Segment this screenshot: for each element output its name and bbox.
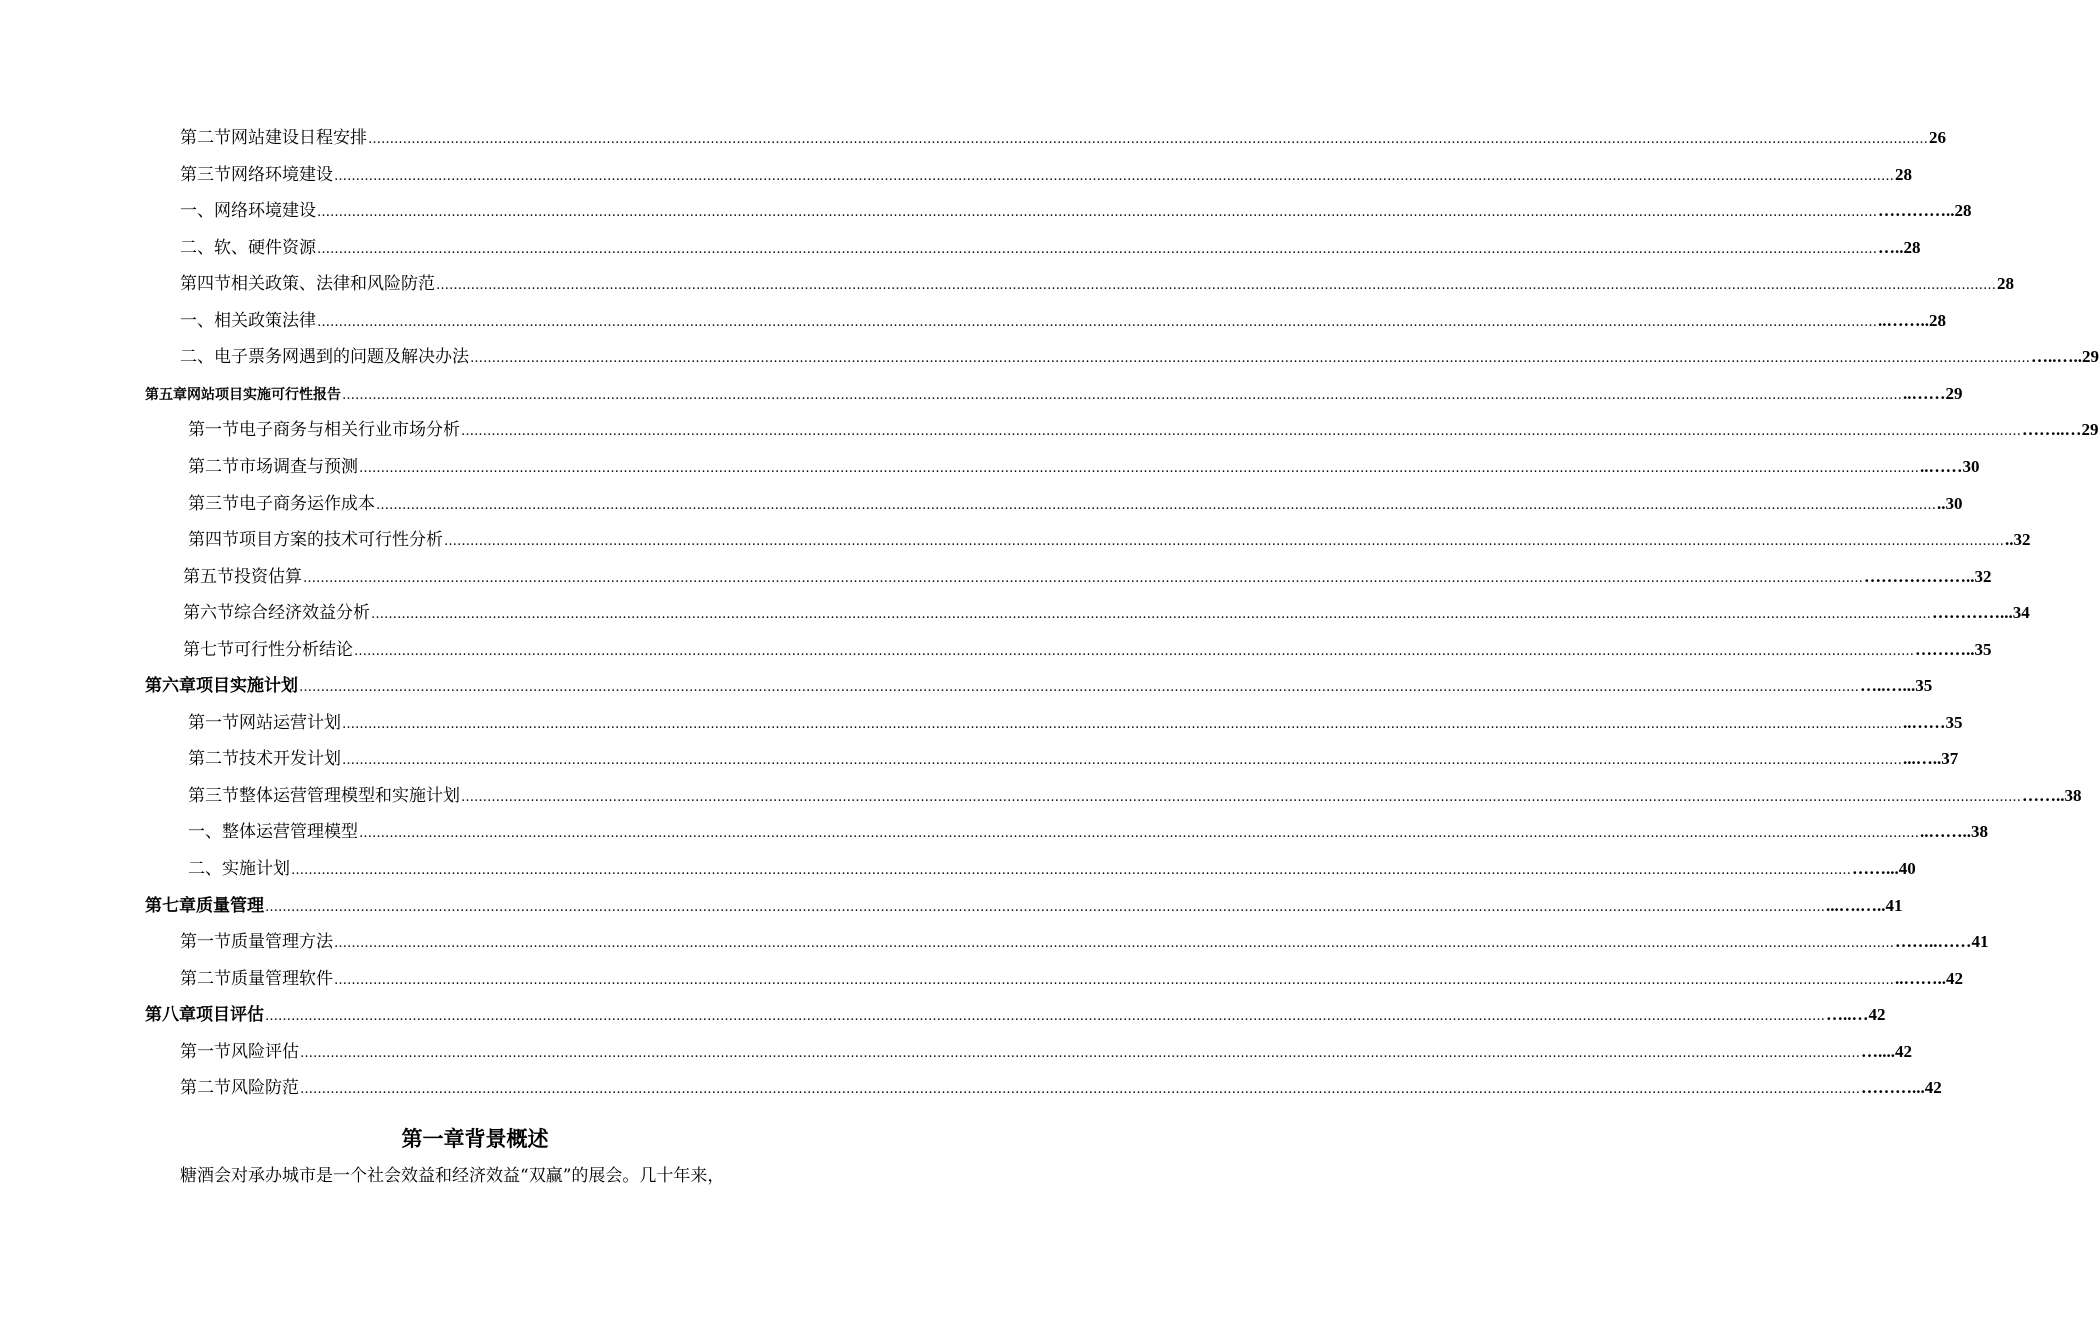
toc-entry-title: 二、电子票务网遇到的问题及解决办法 bbox=[180, 347, 469, 367]
toc-leader-dots: ……………………………………………………………………………………………………………………………………………………………………………………………………………………………………………………………………………………………………………………………… bbox=[368, 132, 1928, 147]
toc-page-number: ...….…..41 bbox=[1826, 896, 1903, 915]
toc-entry-title: 第三节电子商务运作成本 bbox=[188, 494, 375, 514]
toc-leader-dots: ……………………………………………………………………………………………………………………………………………………………………………………………………………………………………………………………………………………………………………………………… bbox=[265, 1009, 1825, 1024]
toc-entry-title: 一、相关政策法律 bbox=[180, 311, 316, 331]
toc-leader-dots: ……………………………………………………………………………………………………………………………………………………………………………………………………………………………………………………………………………………………………………………………… bbox=[317, 242, 1877, 257]
toc-chapter-entry bbox=[145, 1002, 1886, 1028]
toc-page-number: ..……..28 bbox=[1878, 311, 1946, 330]
toc-entry bbox=[180, 271, 2014, 297]
toc-entry bbox=[188, 417, 2099, 443]
toc-page-number: ..……..42 bbox=[1895, 969, 1963, 988]
toc-entry bbox=[188, 710, 1963, 736]
toc-entry bbox=[188, 491, 1963, 517]
toc-chapter-entry bbox=[145, 381, 1963, 407]
toc-leader-dots: ……………………………………………………………………………………………………………………………………………………………………………………………………………………………………………………………………………………………………………………………… bbox=[299, 680, 1859, 695]
toc-leader-dots: ……………………………………………………………………………………………………………………………………………………………………………………………………………………………………………………………………………………………………………………………… bbox=[265, 900, 1825, 915]
toc-page-number: ..30 bbox=[1937, 494, 1963, 513]
toc-entry-title: 第五章网站项目实施可行性报告 bbox=[145, 387, 341, 403]
toc-chapter-entry bbox=[145, 673, 1933, 699]
toc-leader-dots: ……………………………………………………………………………………………………………………………………………………………………………………………………………………………………………………………………………………………………………………………… bbox=[470, 351, 2030, 366]
toc-entry bbox=[188, 783, 2082, 809]
toc-entry-title: 第二节网站建设日程安排 bbox=[180, 128, 367, 148]
toc-leader-dots: ……………………………………………………………………………………………………………………………………………………………………………………………………………………………………………………………………………………………………………………………… bbox=[342, 753, 1902, 768]
toc-chapter-entry bbox=[145, 893, 1903, 919]
toc-entry bbox=[183, 564, 1992, 590]
toc-entry bbox=[180, 198, 1972, 224]
toc-page-number: …..…..29 bbox=[2031, 347, 2099, 366]
toc-entry-title: 第四节相关政策、法律和风险防范 bbox=[180, 274, 435, 294]
toc-entry bbox=[188, 819, 1988, 845]
toc-page-number: ……..……41 bbox=[1895, 932, 1989, 951]
toc-page-number: ………………..32 bbox=[1864, 567, 1992, 586]
toc-entry-title: 第五节投资估算 bbox=[183, 567, 302, 587]
toc-entry bbox=[180, 966, 1963, 992]
toc-entry bbox=[180, 1039, 1912, 1065]
toc-entry-title: 第四节项目方案的技术可行性分析 bbox=[188, 530, 443, 550]
toc-page-number: …....42 bbox=[1861, 1042, 1912, 1061]
toc-leader-dots: ……………………………………………………………………………………………………………………………………………………………………………………………………………………………………………………………………………………………………………………………… bbox=[359, 826, 1919, 841]
toc-leader-dots: ……………………………………………………………………………………………………………………………………………………………………………………………………………………………………………………………………………………………………………………………… bbox=[334, 973, 1894, 988]
toc-page-number: ……..…29 bbox=[2022, 420, 2099, 439]
toc-leader-dots: ……………………………………………………………………………………………………………………………………………………………………………………………………………………………………………………………………………………………………………………………… bbox=[444, 534, 2004, 549]
chapter-heading: 第一章背景概述 bbox=[401, 1127, 549, 1151]
toc-page-number: ..……29 bbox=[1903, 384, 1963, 403]
toc-page-number: ..……..38 bbox=[1920, 822, 1988, 841]
toc-entry-title: 第一节网站运营计划 bbox=[188, 713, 341, 733]
toc-leader-dots: ……………………………………………………………………………………………………………………………………………………………………………………………………………………………………………………………………………………………………………………………… bbox=[461, 424, 2021, 439]
body-paragraph: 糖酒会对承办城市是一个社会效益和经济效益“双赢”的展会。几十年来， bbox=[180, 1166, 725, 1186]
toc-entry bbox=[180, 344, 2099, 370]
toc-page-number: …………...34 bbox=[1932, 603, 2030, 622]
toc-entry-title: 第七节可行性分析结论 bbox=[183, 640, 353, 660]
toc-entry-title: 第六章项目实施计划 bbox=[145, 676, 298, 696]
toc-page-number: …..28 bbox=[1878, 238, 1921, 257]
toc-entry-title: 一、网络环境建设 bbox=[180, 201, 316, 221]
toc-entry-title: 第一节电子商务与相关行业市场分析 bbox=[188, 420, 460, 440]
toc-leader-dots: ……………………………………………………………………………………………………………………………………………………………………………………………………………………………………………………………………………………………………………………………… bbox=[436, 278, 1996, 293]
toc-leader-dots: ……………………………………………………………………………………………………………………………………………………………………………………………………………………………………………………………………………………………………………………………… bbox=[300, 1082, 1860, 1097]
toc-page-number: ……...40 bbox=[1852, 859, 1916, 878]
toc-entry bbox=[180, 235, 1921, 261]
toc-entry-title: 第三节整体运营管理模型和实施计划 bbox=[188, 786, 460, 806]
toc-page-number: ..32 bbox=[2005, 530, 2031, 549]
toc-entry bbox=[183, 637, 1992, 663]
toc-page-number: 26 bbox=[1929, 128, 1946, 147]
toc-entry-title: 第七章质量管理 bbox=[145, 896, 264, 916]
toc-entry-title: 第一节质量管理方法 bbox=[180, 932, 333, 952]
toc-page-number: 28 bbox=[1997, 274, 2014, 293]
toc-page-number: ..……30 bbox=[1920, 457, 1980, 476]
toc-leader-dots: ……………………………………………………………………………………………………………………………………………………………………………………………………………………………………………………………………………………………………………………………… bbox=[334, 169, 1894, 184]
toc-leader-dots: ……………………………………………………………………………………………………………………………………………………………………………………………………………………………………………………………………………………………………………………………… bbox=[317, 205, 1877, 220]
toc-page-number: …..…42 bbox=[1826, 1005, 1886, 1024]
toc-page-number: ………...42 bbox=[1861, 1078, 1942, 1097]
toc-entry-title: 二、软、硬件资源 bbox=[180, 238, 316, 258]
toc-page-number: ..……35 bbox=[1903, 713, 1963, 732]
toc-leader-dots: ……………………………………………………………………………………………………………………………………………………………………………………………………………………………………………………………………………………………………………………………… bbox=[342, 388, 1902, 403]
toc-entry bbox=[188, 454, 1980, 480]
toc-entry bbox=[183, 600, 2030, 626]
toc-entry-title: 第二节技术开发计划 bbox=[188, 749, 341, 769]
toc-entry bbox=[180, 162, 1912, 188]
toc-leader-dots: ……………………………………………………………………………………………………………………………………………………………………………………………………………………………………………………………………………………………………………………………… bbox=[342, 717, 1902, 732]
toc-entry bbox=[180, 125, 1946, 151]
toc-leader-dots: ……………………………………………………………………………………………………………………………………………………………………………………………………………………………………………………………………………………………………………………………… bbox=[291, 863, 1851, 878]
toc-entry-title: 第二节风险防范 bbox=[180, 1078, 299, 1098]
toc-page-number: …………..28 bbox=[1878, 201, 1972, 220]
toc-entry-title: 第六节综合经济效益分析 bbox=[183, 603, 370, 623]
toc-page-number: ...…..37 bbox=[1903, 749, 1959, 768]
toc-entry bbox=[180, 308, 1946, 334]
toc-entry bbox=[188, 856, 1916, 882]
toc-leader-dots: ……………………………………………………………………………………………………………………………………………………………………………………………………………………………………………………………………………………………………………………………… bbox=[300, 1046, 1860, 1061]
toc-page-number: ……..38 bbox=[2022, 786, 2082, 805]
toc-leader-dots: ……………………………………………………………………………………………………………………………………………………………………………………………………………………………………………………………………………………………………………………………… bbox=[359, 461, 1919, 476]
toc-leader-dots: ……………………………………………………………………………………………………………………………………………………………………………………………………………………………………………………………………………………………………………………………… bbox=[354, 644, 1914, 659]
toc-leader-dots: ……………………………………………………………………………………………………………………………………………………………………………………………………………………………………………………………………………………………………………………………… bbox=[371, 607, 1931, 622]
toc-entry-title: 第八章项目评估 bbox=[145, 1005, 264, 1025]
toc-page-number: 28 bbox=[1895, 165, 1912, 184]
toc-page-number: …..…...35 bbox=[1860, 676, 1933, 695]
toc-entry bbox=[180, 1075, 1942, 1101]
toc-entry-title: 二、实施计划 bbox=[188, 859, 290, 879]
toc-entry bbox=[188, 746, 1959, 772]
toc-entry bbox=[188, 527, 2031, 553]
toc-page-number: ………..35 bbox=[1915, 640, 1992, 659]
toc-entry-title: 第三节网络环境建设 bbox=[180, 165, 333, 185]
toc-leader-dots: ……………………………………………………………………………………………………………………………………………………………………………………………………………………………………………………………………………………………………………………………… bbox=[334, 936, 1894, 951]
toc-leader-dots: ……………………………………………………………………………………………………………………………………………………………………………………………………………………………………………………………………………………………………………………………… bbox=[376, 498, 1936, 513]
toc-entry-title: 第二节质量管理软件 bbox=[180, 969, 333, 989]
toc-entry bbox=[180, 929, 1989, 955]
toc-leader-dots: ……………………………………………………………………………………………………………………………………………………………………………………………………………………………………………………………………………………………………………………………… bbox=[317, 315, 1877, 330]
toc-leader-dots: ……………………………………………………………………………………………………………………………………………………………………………………………………………………………………………………………………………………………………………………………… bbox=[303, 571, 1863, 586]
toc-entry-title: 第二节市场调查与预测 bbox=[188, 457, 358, 477]
toc-entry-title: 第一节风险评估 bbox=[180, 1042, 299, 1062]
toc-entry-title: 一、整体运营管理模型 bbox=[188, 822, 358, 842]
toc-leader-dots: ……………………………………………………………………………………………………………………………………………………………………………………………………………………………………………………………………………………………………………………………… bbox=[461, 790, 2021, 805]
